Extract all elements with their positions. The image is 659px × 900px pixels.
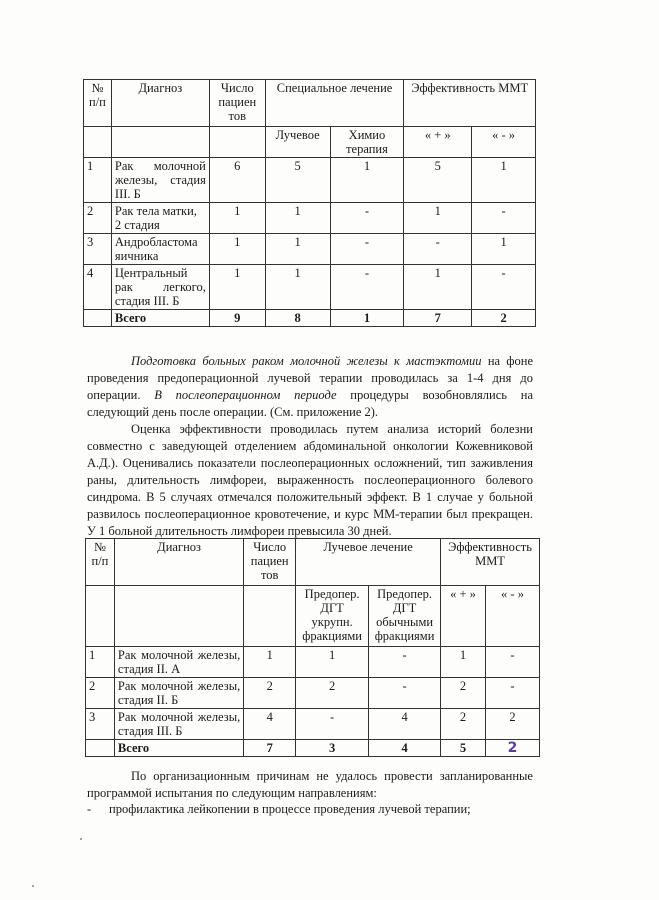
table-row — [86, 678, 540, 709]
cell-plus: 1 — [404, 265, 472, 310]
closing-text — [87, 768, 533, 802]
header-plus: « + » — [441, 586, 486, 647]
header-patients: Число пациен тов — [209, 80, 265, 127]
total-patients: 9 — [209, 310, 265, 327]
cell-plus: 2 — [441, 709, 486, 740]
total-label: Всего — [111, 310, 209, 327]
cell-diagnosis: Рак молочной железы, стадия II. Б — [114, 678, 243, 709]
header-chemo: Химио терапия — [330, 127, 404, 158]
cell-plus: 5 — [404, 158, 472, 203]
table-row — [84, 234, 536, 265]
cell-large: 2 — [296, 678, 369, 709]
cell-patients: 1 — [209, 234, 265, 265]
cell-num: 3 — [86, 709, 115, 740]
cell-radiation: 5 — [265, 158, 330, 203]
table-row — [86, 709, 540, 740]
table-total-row — [84, 310, 536, 327]
cell-radiation: 1 — [265, 265, 330, 310]
table-header-row — [84, 80, 536, 127]
cell-chemo: - — [330, 234, 404, 265]
cell-diagnosis: Рак тела матки, 2 стадия — [111, 203, 209, 234]
total-usual: 4 — [369, 740, 441, 757]
cell-radiation: 1 — [265, 234, 330, 265]
cell-diagnosis: Андробластома яичника — [111, 234, 209, 265]
cell-num: 3 — [84, 234, 112, 265]
cell-num: 2 — [84, 203, 112, 234]
header-diagnosis: Диагноз — [114, 539, 243, 586]
cell-patients: 1 — [244, 647, 296, 678]
scan-speck — [32, 885, 34, 887]
header-efficiency: Эффективность ММТ — [404, 80, 536, 127]
scan-speck — [80, 838, 82, 840]
cell-patients: 1 — [209, 203, 265, 234]
cell-minus: 1 — [472, 158, 536, 203]
cell-patients: 2 — [244, 678, 296, 709]
cell-chemo: - — [330, 265, 404, 310]
treatment-table-2 — [85, 538, 540, 757]
total-minus: 2 — [472, 310, 536, 327]
cell-minus: - — [485, 678, 539, 709]
header-minus: « - » — [472, 127, 536, 158]
table-row — [84, 265, 536, 310]
body-text — [87, 353, 533, 540]
cell-minus: - — [485, 647, 539, 678]
total-plus: 5 — [441, 740, 486, 757]
total-chemo: 1 — [330, 310, 404, 327]
table-subheader-row — [86, 586, 540, 647]
header-usual-fractions: Предопер. ДГТ обычными фракциями — [369, 586, 441, 647]
header-patients: Число пациен тов — [244, 539, 296, 586]
table-row — [84, 158, 536, 203]
total-label: Всего — [114, 740, 243, 757]
italic-phrase: Подготовка больных раком молочной железы к мастэктомии — [131, 354, 482, 368]
list-item: профилактика лейкопении в процессе проведения лучевой терапии; — [109, 802, 471, 816]
cell-minus: - — [472, 265, 536, 310]
cell-chemo: - — [330, 203, 404, 234]
table-row — [84, 203, 536, 234]
table-row — [86, 647, 540, 678]
header-radiation: Лучевое лечение — [296, 539, 441, 586]
bullet-marker: - — [87, 802, 92, 816]
cell-usual: - — [369, 647, 441, 678]
total-radiation: 8 — [265, 310, 330, 327]
header-large-fractions: Предопер. ДГТ укрупн. фракциями — [296, 586, 369, 647]
cell-radiation: 1 — [265, 203, 330, 234]
total-large: 3 — [296, 740, 369, 757]
paragraph-2: Оценка эффективности проводилась путем анализа историй болезни совместно с заведующей отделением абдоминальной онкологии Кожевниковой А.Д.). Оценивались показатели послеоперационных осложнений, тип заживления раны, длительность лимфореи, выраженность послеоперационного болевого синдрома. В 5 случаях отмечался положительный эффект. В 1 случае у больной развилось послеоперационное кровотечение, и курс ММ-терапии был прекращен. У 1 больной длительность лимфореи превысила 30 дней. — [87, 422, 533, 538]
header-special: Специальное лечение — [265, 80, 404, 127]
treatment-table-1 — [83, 79, 536, 327]
cell-usual: 4 — [369, 709, 441, 740]
cell-minus: 1 — [472, 234, 536, 265]
table-total-row — [86, 740, 540, 757]
cell-num: 2 — [86, 678, 115, 709]
bullet-list — [87, 802, 471, 817]
header-diagnosis: Диагноз — [111, 80, 209, 127]
cell-chemo: 1 — [330, 158, 404, 203]
cell-num: 4 — [84, 265, 112, 310]
cell-minus: - — [472, 203, 536, 234]
cell-large: 1 — [296, 647, 369, 678]
paragraph-1: Подготовка больных раком молочной железы к мастэктомии на фоне проведения предоперационной лучевой терапии проводилась за 1-4 дня до операции. В послеоперационном периоде процедуры возобновлялись на следующий день после операции. (См. приложение 2). — [87, 354, 533, 419]
cell-patients: 4 — [244, 709, 296, 740]
header-radiation: Лучевое — [265, 127, 330, 158]
total-patients: 7 — [244, 740, 296, 757]
total-minus-handwritten: 2 — [485, 740, 539, 757]
header-efficiency: Эффективность ММТ — [441, 539, 540, 586]
cell-num: 1 — [84, 158, 112, 203]
cell-plus: 1 — [441, 647, 486, 678]
cell-diagnosis: Центральный рак легкого, стадия III. Б — [111, 265, 209, 310]
cell-usual: - — [369, 678, 441, 709]
cell-diagnosis: Рак молочной железы, стадия II. А — [114, 647, 243, 678]
table-subheader-row — [84, 127, 536, 158]
cell-diagnosis: Рак молочной железы, стадия III. Б — [114, 709, 243, 740]
cell-patients: 6 — [209, 158, 265, 203]
cell-plus: 2 — [441, 678, 486, 709]
cell-diagnosis: Рак молочной железы, стадия III. Б — [111, 158, 209, 203]
header-num: № п/п — [86, 539, 115, 586]
cell-minus: 2 — [485, 709, 539, 740]
cell-large: - — [296, 709, 369, 740]
cell-patients: 1 — [209, 265, 265, 310]
header-num: № п/п — [84, 80, 112, 127]
cell-plus: - — [404, 234, 472, 265]
italic-phrase: В послеоперационном периоде — [154, 388, 337, 402]
cell-plus: 1 — [404, 203, 472, 234]
total-plus: 7 — [404, 310, 472, 327]
cell-num: 1 — [86, 647, 115, 678]
table-header-row — [86, 539, 540, 586]
header-plus: « + » — [404, 127, 472, 158]
paragraph-3: По организационным причинам не удалось провести запланированные программой испытания по следующим направлениям: — [87, 769, 533, 800]
header-minus: « - » — [485, 586, 539, 647]
